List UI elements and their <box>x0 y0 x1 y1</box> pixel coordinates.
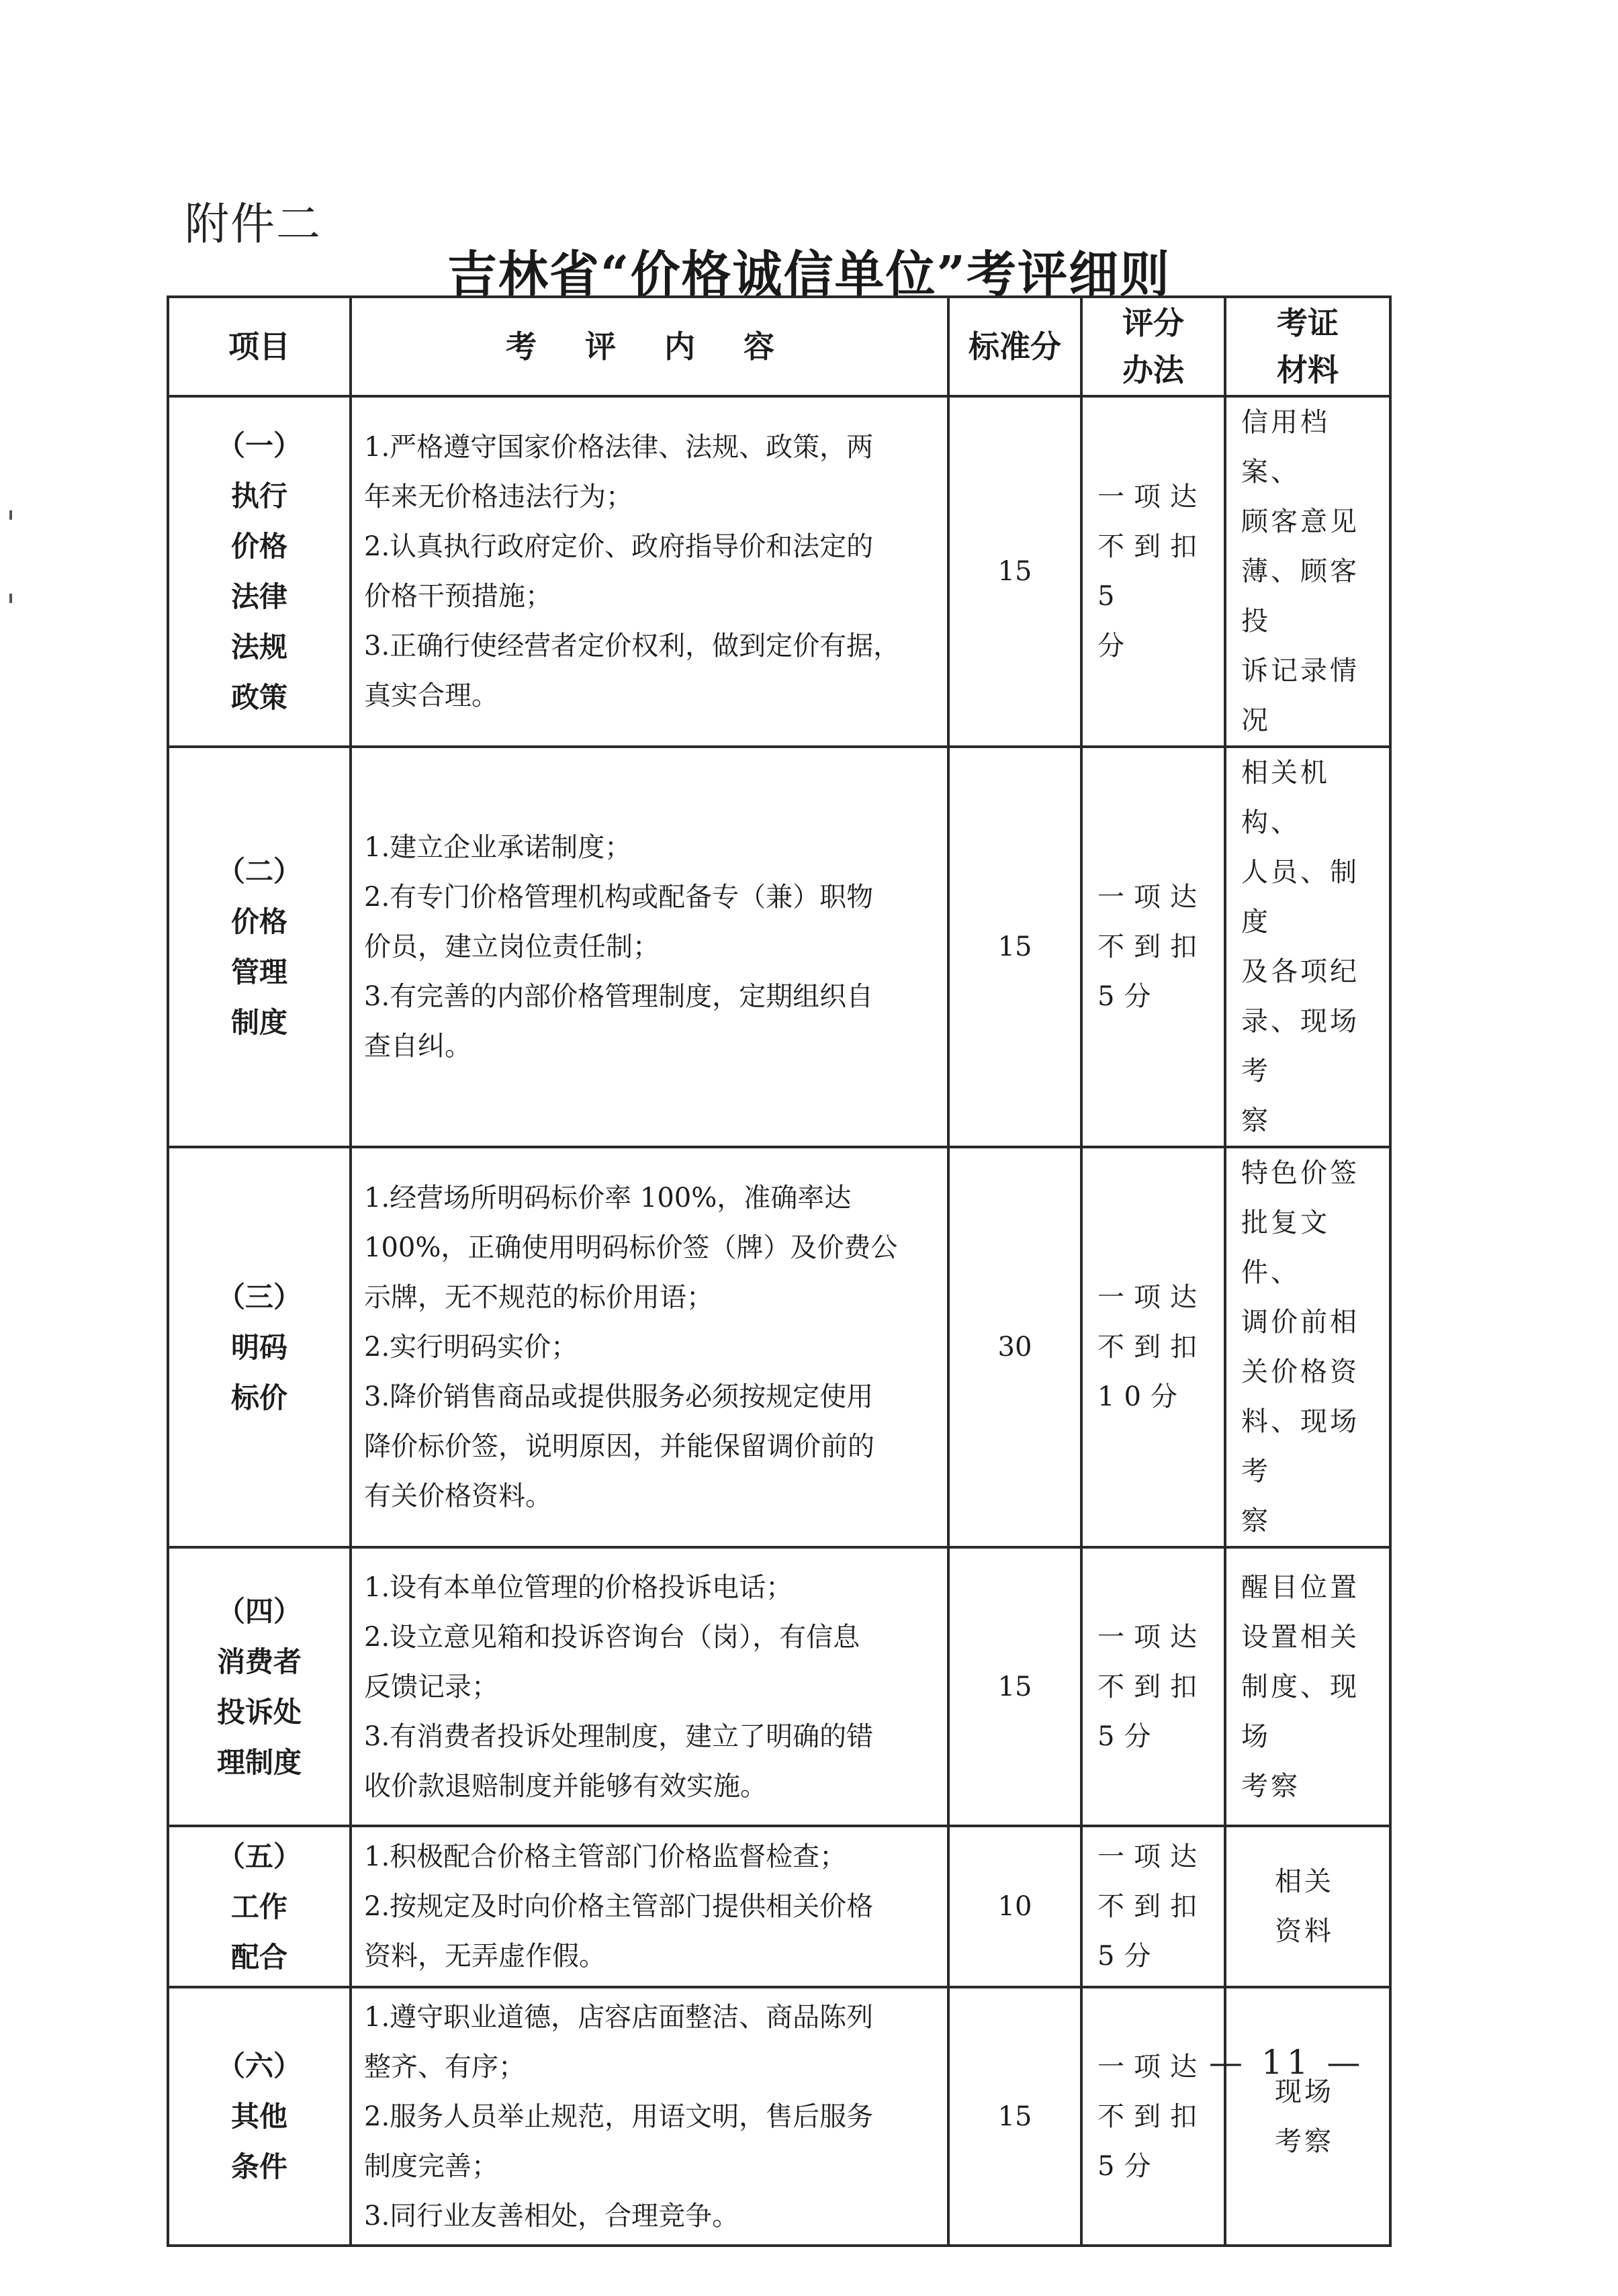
content-line: 有关价格资料。 <box>364 1481 552 1512</box>
item-number: （四） <box>216 1594 302 1628</box>
content-line: 真实合理。 <box>364 680 498 711</box>
method-cell: 一项达 不到扣 5分 <box>1081 1547 1225 1826</box>
content-line: 年来无价格违法行为； <box>364 481 633 512</box>
content-line: 3.降价销售商品或提供服务必须按规定使用 <box>364 1381 874 1412</box>
content-line: 反馈记录； <box>364 1671 498 1702</box>
margin-mark <box>9 510 12 520</box>
content-line: 2.按规定及时向价格主管部门提供相关价格 <box>364 1891 874 1922</box>
table-row <box>168 747 1390 1147</box>
content-line: 2.有专门价格管理机构或配备专（兼）职物 <box>364 882 874 913</box>
header-method: 评分 办法 <box>1081 297 1225 396</box>
content-line: 1.经营场所明码标价率 100%，准确率达 <box>364 1183 852 1213</box>
content-line: 3.同行业友善相处，合理竞争。 <box>364 2200 739 2232</box>
content-cell <box>351 396 948 747</box>
content-line: 2.设立意见箱和投诉咨询台（岗），有信息 <box>364 1621 860 1653</box>
item-number: （二） <box>216 855 302 888</box>
content-line: 资料，无弄虚作假。 <box>364 1941 606 1972</box>
item-number: （三） <box>216 1280 302 1314</box>
content-line: 1.建立企业承诺制度； <box>364 832 632 863</box>
content-line: 制度完善； <box>364 2150 498 2182</box>
evidence-cell: 特色价签 批复文件、 调价前相 关价格资 料、现场考 察 <box>1225 1147 1390 1547</box>
content-line: 100%，正确使用明码标价签（牌）及价费公 <box>364 1232 898 1263</box>
content-line: 2.认真执行政府定价、政府指导价和法定的 <box>364 531 874 562</box>
header-score: 标准分 <box>948 297 1081 396</box>
table-header-row <box>168 297 1390 396</box>
item-cell <box>168 747 351 1147</box>
document-title: 吉林省“价格诚信单位”考评细则 <box>447 246 1171 304</box>
item-number: （一） <box>216 429 302 462</box>
table-row <box>168 1147 1390 1547</box>
score-cell: 15 <box>948 396 1081 747</box>
item-name: 执行 价格 法律 法规 政策 <box>230 479 287 714</box>
score-cell: 15 <box>948 747 1081 1147</box>
content-cell <box>351 1826 948 1987</box>
table-row <box>168 1987 1390 2246</box>
content-line: 1.积极配合价格主管部门价格监督检查； <box>364 1841 847 1872</box>
method-cell: 一项达 不到扣 5分 <box>1081 1987 1225 2246</box>
item-name: 明码 标价 <box>230 1330 287 1414</box>
item-name: 工作 配合 <box>230 1890 287 1974</box>
content-line: 1.设有本单位管理的价格投诉电话； <box>364 1571 793 1603</box>
item-cell <box>168 396 351 747</box>
item-cell <box>168 1547 351 1826</box>
item-name: 消费者 投诉处 理制度 <box>216 1645 302 1779</box>
header-item: 项目 <box>168 297 351 396</box>
content-line: 2.实行明码实价； <box>364 1332 578 1363</box>
content-line: 3.正确行使经营者定价权利，做到定价有据， <box>364 631 901 661</box>
page-number: — 11 — <box>1209 2043 1365 2082</box>
content-line: 示牌，无不规范的标价用语； <box>364 1282 713 1313</box>
content-line: 价员，建立岗位责任制； <box>364 931 660 962</box>
item-number: （六） <box>216 2050 302 2082</box>
content-line: 价格干预措施； <box>364 581 552 612</box>
evidence-cell: 信用档案、 顾客意见 薄、顾客投 诉记录情 况 <box>1225 396 1390 747</box>
header-content: 考 评 内 容 <box>351 297 948 396</box>
content-line: 整齐、有序； <box>364 2051 525 2082</box>
evidence-cell: 醒目位置 设置相关 制度、现场 考察 <box>1225 1547 1390 1826</box>
table-row <box>168 396 1390 747</box>
evidence-cell: 相关机构、 人员、制度 及各项纪 录、现场考 察 <box>1225 747 1390 1147</box>
content-line: 3.有消费者投诉处理制度，建立了明确的错 <box>364 1720 874 1752</box>
header-evidence: 考证 材料 <box>1225 297 1390 396</box>
item-cell <box>168 1826 351 1987</box>
method-cell: 一项达 不到扣 5分 <box>1081 747 1225 1147</box>
item-number: （五） <box>216 1839 302 1873</box>
item-cell <box>168 1987 351 2246</box>
content-cell <box>351 747 948 1147</box>
content-line: 2.服务人员举止规范，用语文明，售后服务 <box>364 2101 874 2132</box>
content-line: 查自纠。 <box>364 1031 471 1062</box>
method-cell: 一项达 不到扣5 分 <box>1081 396 1225 747</box>
evidence-cell: 现场 考察 <box>1225 1987 1390 2246</box>
score-cell: 15 <box>948 1547 1081 1826</box>
score-cell: 30 <box>948 1147 1081 1547</box>
content-cell <box>351 1147 948 1547</box>
item-name: 价格 管理 制度 <box>230 905 287 1039</box>
content-line: 降价标价签，说明原因，并能保留调价前的 <box>364 1431 874 1462</box>
content-cell <box>351 1987 948 2246</box>
content-line: 1.遵守职业道德，店容店面整洁、商品陈列 <box>364 2001 874 2033</box>
content-line: 收价款退赔制度并能够有效实施。 <box>364 1770 767 1802</box>
evaluation-table <box>167 295 1392 2247</box>
content-line: 3.有完善的内部价格管理制度，定期组织自 <box>364 981 874 1012</box>
item-cell <box>168 1147 351 1547</box>
method-cell: 一项达 不到扣 10分 <box>1081 1147 1225 1547</box>
content-cell <box>351 1547 948 1826</box>
table-row <box>168 1826 1390 1987</box>
score-cell: 15 <box>948 1987 1081 2246</box>
table-row <box>168 1547 1390 1826</box>
content-line: 1.严格遵守国家价格法律、法规、政策，两 <box>364 432 874 463</box>
attachment-label: 附件二 <box>185 198 322 250</box>
item-name: 其他 条件 <box>230 2100 287 2183</box>
margin-mark <box>9 594 12 603</box>
method-cell: 一项达 不到扣 5分 <box>1081 1826 1225 1987</box>
evidence-cell: 相关 资料 <box>1225 1826 1390 1987</box>
score-cell: 10 <box>948 1826 1081 1987</box>
